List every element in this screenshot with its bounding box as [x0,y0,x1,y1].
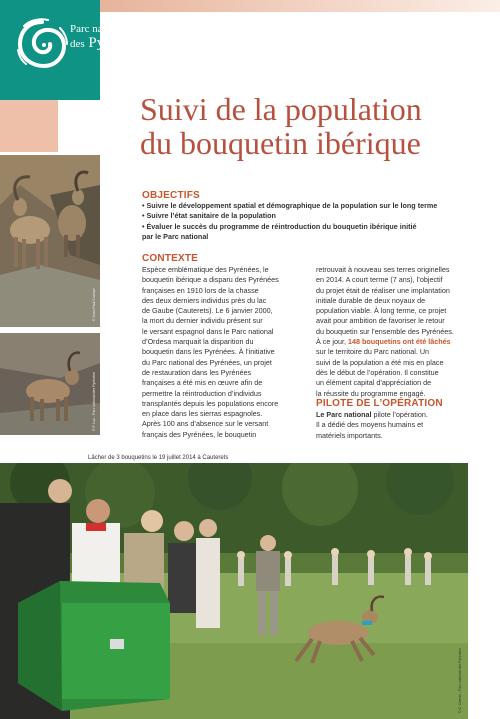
objectif-item: • Suivre le développement spatial et démographique de la population sur le long terme [142,201,438,210]
page-margin [468,463,500,719]
pilote-heading: PILOTE DE L’OPÉRATION [316,398,443,409]
photo-credit: © P. Lux - Parc national des Pyrénées [92,372,96,431]
objectifs-list [142,201,487,242]
text-line: dès le début de l’opération. Il constitue [316,367,439,377]
header-strip [100,0,500,12]
text-line: transplantés depuis les populations encore [142,398,279,408]
text-line: population viable. À long terme, ce projet [316,306,447,316]
text-line: Après 100 ans d’absence sur le versant [142,419,269,429]
text-line: des deux derniers individus près du lac [142,295,267,305]
text-line: la mort du dernier individu présent sur [142,316,263,326]
text-line: d’Ordesa marquait la disparition du [142,337,254,347]
decorative-block [0,100,58,152]
parc-logo-icon [14,16,70,72]
release-count-highlight: 148 bouquetins ont été lâchés [347,337,451,347]
highlight-prefix: À ce jour, [316,337,348,347]
contexte-column-1 [142,265,312,440]
ibex-photo-rocks-image [0,155,100,327]
objectif-item: par le Parc national [142,231,209,241]
text-line: du projet était de réaliser une implantation [316,285,450,295]
page-title [140,92,480,160]
text-line: françaises en 1910 lors de la chasse [142,285,259,295]
logo-wordmark [70,24,143,51]
text-line: Il a dédié des moyens humains et [316,420,424,430]
photo-credit: © Jean-Paul Crampe [92,288,96,321]
text-line: du bouquetin sur l’ensemble des Pyrénées. [316,326,454,336]
text-line: bouquetin ibérique a disparu des Pyrénées [142,275,279,285]
text-line [316,410,492,420]
contexte-column-2 [316,265,492,399]
objectif-item: • Suivre l’état sanitaire de la population [142,211,276,221]
logo-word-pyrenees: Pyrénées [88,34,143,51]
text-line: un élément capital d’appréciation de [316,378,432,388]
title-line-2: du bouquetin ibérique [140,125,421,161]
text-line: français des Pyrénées, le bouquetin [142,429,257,439]
text-line: matériels importants. [316,430,383,440]
ibex-photo-standing [0,333,100,435]
pilote-text [316,410,492,441]
text-line: en place dans les sierras espagnoles. [142,409,263,419]
text-line: en 2014. A court terme (7 ans), l’objectif [316,275,443,285]
logo-word-des: des [70,37,85,50]
text-line: permettre la réintroduction d’individus [142,388,262,398]
text-line: avait pour ambition de favoriser le retour [316,316,445,326]
text-line: suivi de la population a été mis en place [316,357,444,367]
text-line: bouquetin dans les Pyrénées. À l’initiative [142,347,275,357]
title-line-1: Suivi de la population [140,91,422,127]
logo [0,0,143,100]
release-photo-image [0,463,468,719]
objectif-item: • Évaluer le succès du programme de réintroduction du bouquetin ibérique initié [142,221,417,231]
text-line: retrouvait à nouveau ses terres originelles [316,265,450,274]
logo-word-national: national [92,23,128,35]
objectifs-heading: OBJECTIFS [142,190,200,201]
ibex-photo-rocks [0,155,100,327]
text-line: Espèce emblématique des Pyrénées, le [142,265,269,274]
text-line: du Parc national des Pyrénées, un projet [142,357,272,367]
pilote-bold: Le Parc national [316,410,372,419]
logo-word-parc: Parc [70,23,90,35]
text-line: sur le territoire du Parc national. Un [316,347,430,357]
ibex-photo-standing-image [0,333,100,435]
text-line: de Gaube (Cauterets). Le 6 janvier 2000, [142,306,273,316]
text-line [316,337,492,347]
text-line: françaises a été mis en œuvre afin de [142,378,263,388]
text-line: la réussite du programme engagé. [316,388,426,398]
pilote-rest: pilote l’opération. [371,410,428,419]
text-line: le versant espagnol dans le Parc national [142,326,274,336]
text-line: de restauration dans les Pyrénées [142,367,252,377]
photo-caption: Lâcher de 3 bouquetins le 19 juillet 2014 à Cauterets [88,455,229,461]
release-photo [0,463,468,719]
contexte-heading: CONTEXTE [142,253,199,264]
text-line: initiale durable de deux noyaux de [316,295,426,305]
photo-credit: © C. Cuenin - Parc national des Pyrénées [458,647,462,713]
